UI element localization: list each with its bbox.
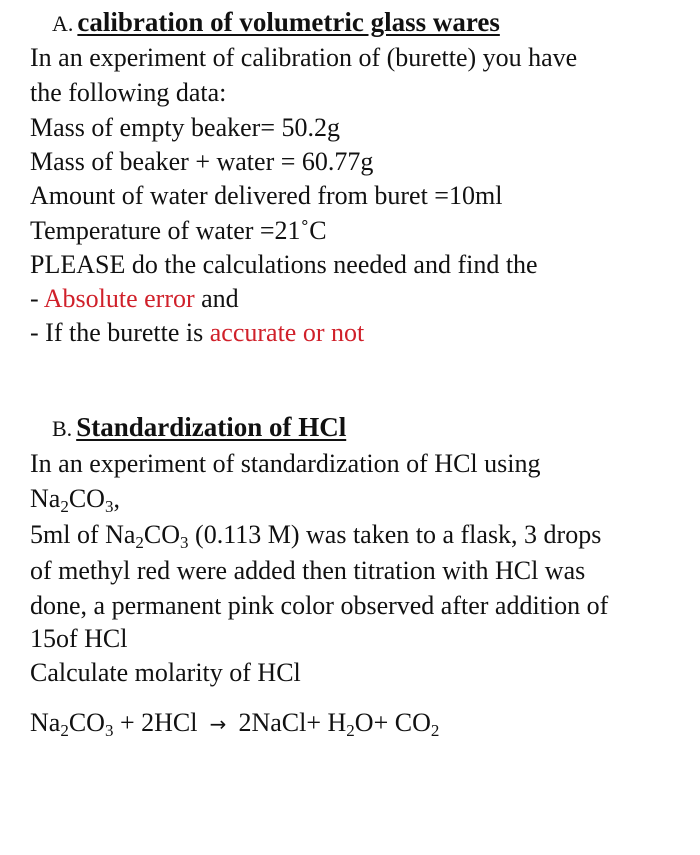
mass-beaker-water: Mass of beaker + water = 60.77g (30, 147, 374, 176)
water-delivered: Amount of water delivered from buret =10ml (30, 181, 503, 210)
subscript-2: 2 (346, 721, 355, 740)
eq-o-co: O+ CO (354, 708, 431, 737)
formula-comma: , (113, 484, 120, 513)
subscript-2: 2 (60, 497, 69, 516)
task-absolute-error (30, 282, 239, 316)
task-absolute-error-prefix: - (30, 284, 44, 313)
mass-empty-beaker: Mass of empty beaker= 50.2g (30, 113, 340, 142)
line3-co: CO (143, 520, 181, 549)
section-a-heading (52, 5, 500, 44)
section-a-intro-line2: the following data: (30, 78, 227, 107)
subscript-2: 2 (430, 721, 440, 740)
subscript-3: 3 (104, 721, 114, 740)
section-b-line2 (30, 482, 120, 516)
section-b-title: Standardization of HCl (76, 412, 347, 442)
subscript-3: 3 (180, 533, 189, 552)
subscript-2: 2 (60, 721, 69, 740)
section-b-letter: B. (52, 416, 73, 441)
section-b-line1: In an experiment of standardization of HCl using (30, 449, 541, 478)
eq-hcl: + 2HCl (113, 708, 198, 737)
formula-co: CO (68, 484, 105, 513)
section-b-heading (52, 410, 346, 449)
task-accuracy (30, 316, 364, 350)
subscript-2: 2 (135, 533, 144, 552)
section-b-line4: of methyl red were added then titration with HCl was (30, 556, 586, 585)
section-b-line7: Calculate molarity of HCl (30, 658, 301, 687)
task-absolute-error-suffix: and (194, 284, 239, 313)
section-b-line6: 15of HCl (30, 624, 128, 653)
eq-na: Na (30, 708, 61, 737)
section-a-letter: A. (52, 11, 74, 36)
water-temperature: Temperature of water =21˚C (30, 216, 327, 245)
section-a-title: calibration of volumetric glass wares (77, 7, 500, 37)
please-instruction: PLEASE do the calculations needed and find the (30, 250, 538, 279)
formula-na: Na (30, 484, 61, 513)
section-b-line3 (30, 518, 601, 552)
chemical-equation (30, 706, 439, 741)
section-a-intro-line1: In an experiment of calibration of (burette) you have (30, 43, 578, 72)
reaction-arrow-icon: → (209, 712, 227, 736)
line3-start: 5ml of Na (30, 520, 136, 549)
task-accuracy-prefix: - If the burette is (30, 318, 210, 347)
line3-end: (0.113 M) was taken to a flask, 3 drops (188, 520, 602, 549)
eq-co: CO (68, 708, 105, 737)
accurate-or-not-text: accurate or not (209, 318, 365, 347)
section-b-line5: done, a permanent pink color observed after addition of (30, 591, 609, 620)
eq-nacl-h: 2NaCl+ H (238, 708, 347, 737)
absolute-error-text: Absolute error (43, 284, 195, 313)
subscript-3: 3 (104, 497, 114, 516)
